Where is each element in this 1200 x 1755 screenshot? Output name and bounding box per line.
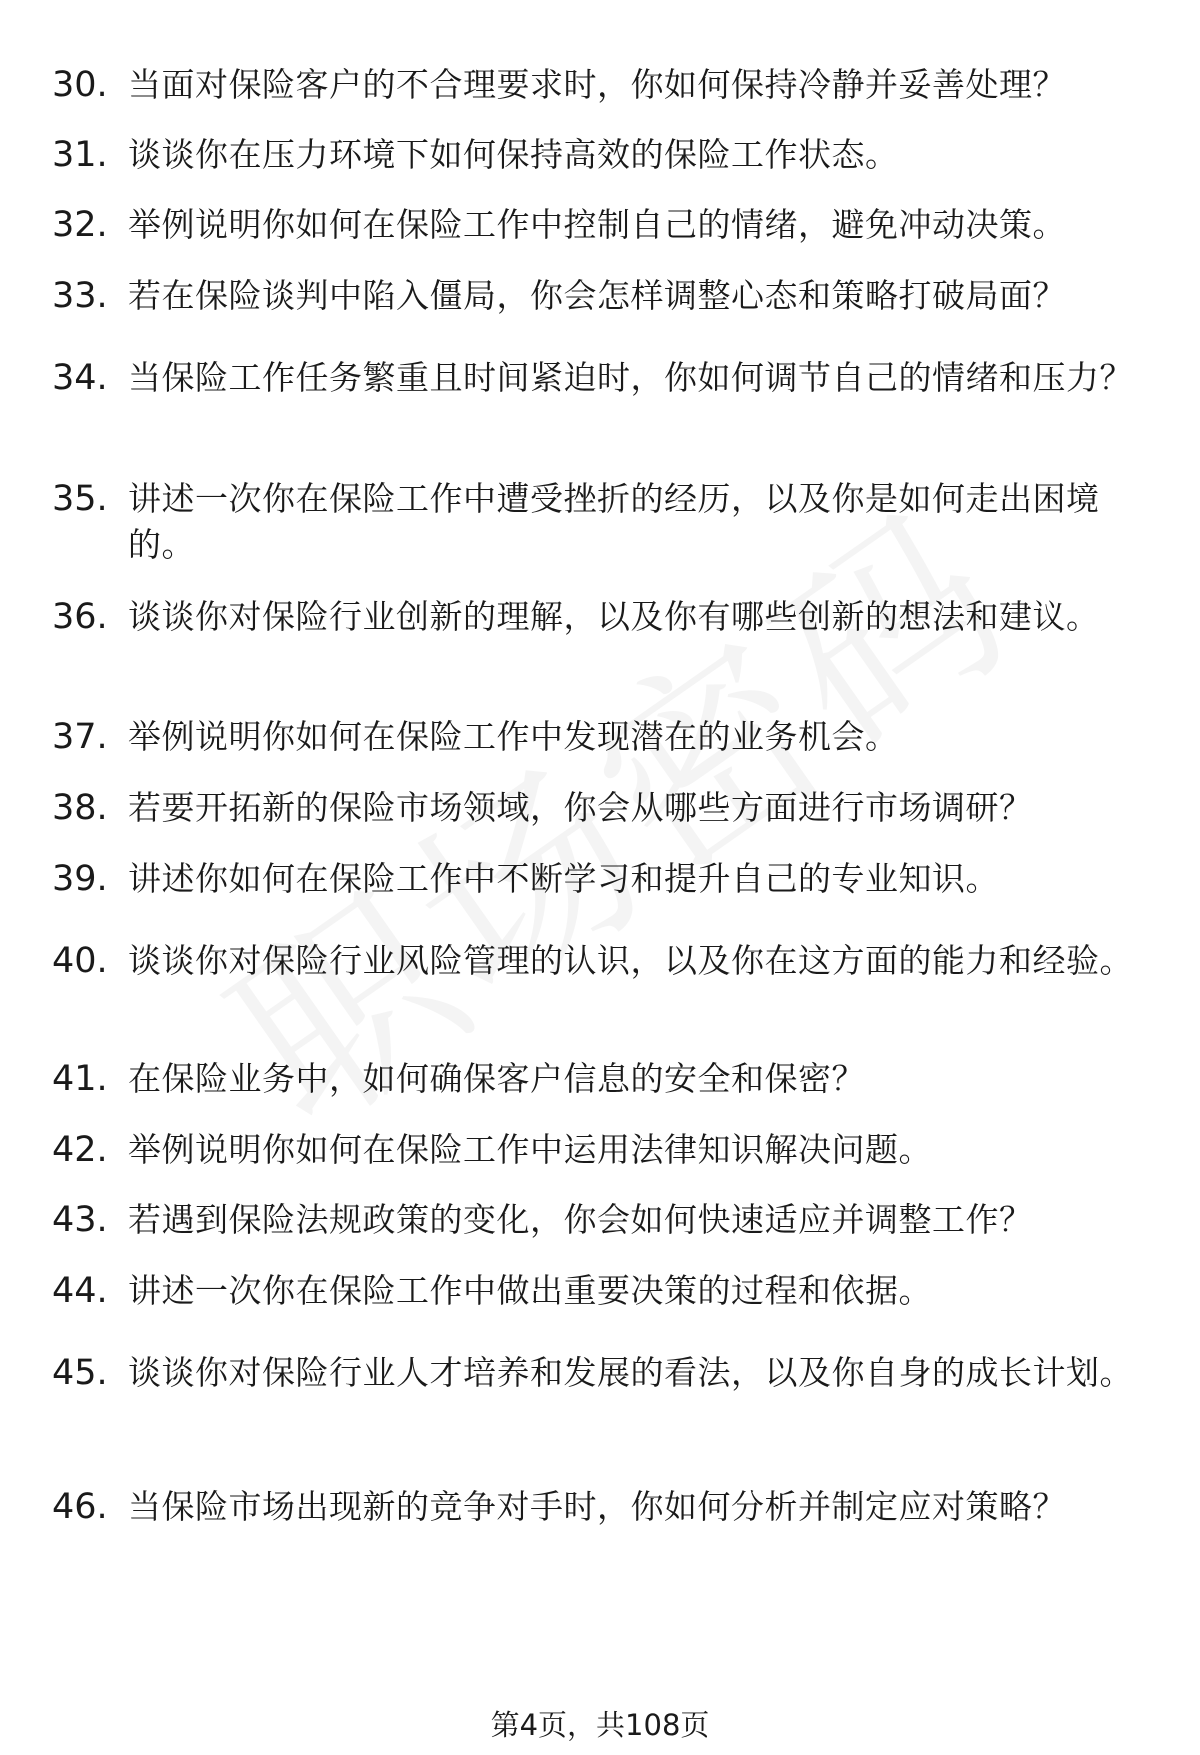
question-text: 谈谈你对保险行业创新的理解，以及你有哪些创新的想法和建议。 xyxy=(128,597,1100,636)
question-text: 讲述一次你在保险工作中遭受挫折的经历，以及你是如何走出困境的。 xyxy=(128,479,1100,564)
question-text: 举例说明你如何在保险工作中发现潜在的业务机会。 xyxy=(128,717,899,756)
question-text: 若要开拓新的保险市场领域，你会从哪些方面进行市场调研？ xyxy=(128,788,1033,827)
question-item xyxy=(52,594,1162,640)
question-number: 39. xyxy=(52,859,108,899)
question-item xyxy=(52,1056,1162,1102)
question-text: 在保险业务中，如何确保客户信息的安全和保密？ xyxy=(128,1059,865,1098)
question-text: 谈谈你对保险行业风险管理的认识，以及你在这方面的能力和经验。 xyxy=(128,941,1133,980)
question-number: 46. xyxy=(52,1487,108,1527)
question-text: 当面对保险客户的不合理要求时，你如何保持冷静并妥善处理？ xyxy=(128,65,1066,104)
question-number: 33. xyxy=(52,276,108,316)
question-text: 若遇到保险法规政策的变化，你会如何快速适应并调整工作？ xyxy=(128,1200,1033,1239)
question-number: 38. xyxy=(52,788,108,828)
question-number: 30. xyxy=(52,65,108,105)
question-number: 35. xyxy=(52,479,108,519)
question-number: 36. xyxy=(52,597,108,637)
question-number: 42. xyxy=(52,1130,108,1170)
question-item xyxy=(52,132,1162,178)
question-item xyxy=(52,785,1162,831)
question-text: 讲述你如何在保险工作中不断学习和提升自己的专业知识。 xyxy=(128,859,999,898)
question-number: 37. xyxy=(52,717,108,757)
question-number: 32. xyxy=(52,205,108,245)
question-item xyxy=(52,355,1162,401)
question-number: 43. xyxy=(52,1200,108,1240)
question-item xyxy=(52,62,1162,108)
question-text: 举例说明你如何在保险工作中控制自己的情绪，避免冲动决策。 xyxy=(128,205,1066,244)
question-text: 谈谈你对保险行业人才培养和发展的看法，以及你自身的成长计划。 xyxy=(128,1353,1133,1392)
question-text: 谈谈你在压力环境下如何保持高效的保险工作状态。 xyxy=(128,135,899,174)
question-number: 31. xyxy=(52,135,108,175)
question-item xyxy=(52,1484,1162,1530)
page-number-footer: 第4页，共108页 xyxy=(490,1708,710,1742)
question-item xyxy=(52,856,1162,902)
question-item xyxy=(52,1197,1162,1243)
question-text: 若在保险谈判中陷入僵局，你会怎样调整心态和策略打破局面？ xyxy=(128,276,1066,315)
question-number: 45. xyxy=(52,1353,108,1393)
question-number: 41. xyxy=(52,1059,108,1099)
question-item xyxy=(52,202,1162,248)
question-item xyxy=(52,714,1162,760)
question-item xyxy=(52,938,1162,984)
question-text: 讲述一次你在保险工作中做出重要决策的过程和依据。 xyxy=(128,1271,932,1310)
question-text: 当保险市场出现新的竞争对手时，你如何分析并制定应对策略？ xyxy=(128,1487,1066,1526)
question-item xyxy=(52,1268,1162,1314)
question-number: 40. xyxy=(52,941,108,981)
question-number: 44. xyxy=(52,1271,108,1311)
question-item xyxy=(52,1350,1162,1396)
question-text: 举例说明你如何在保险工作中运用法律知识解决问题。 xyxy=(128,1130,932,1169)
question-item xyxy=(52,476,1162,568)
question-text: 当保险工作任务繁重且时间紧迫时，你如何调节自己的情绪和压力？ xyxy=(128,358,1133,397)
question-number: 34. xyxy=(52,358,108,398)
question-item xyxy=(52,273,1162,319)
question-item xyxy=(52,1127,1162,1173)
